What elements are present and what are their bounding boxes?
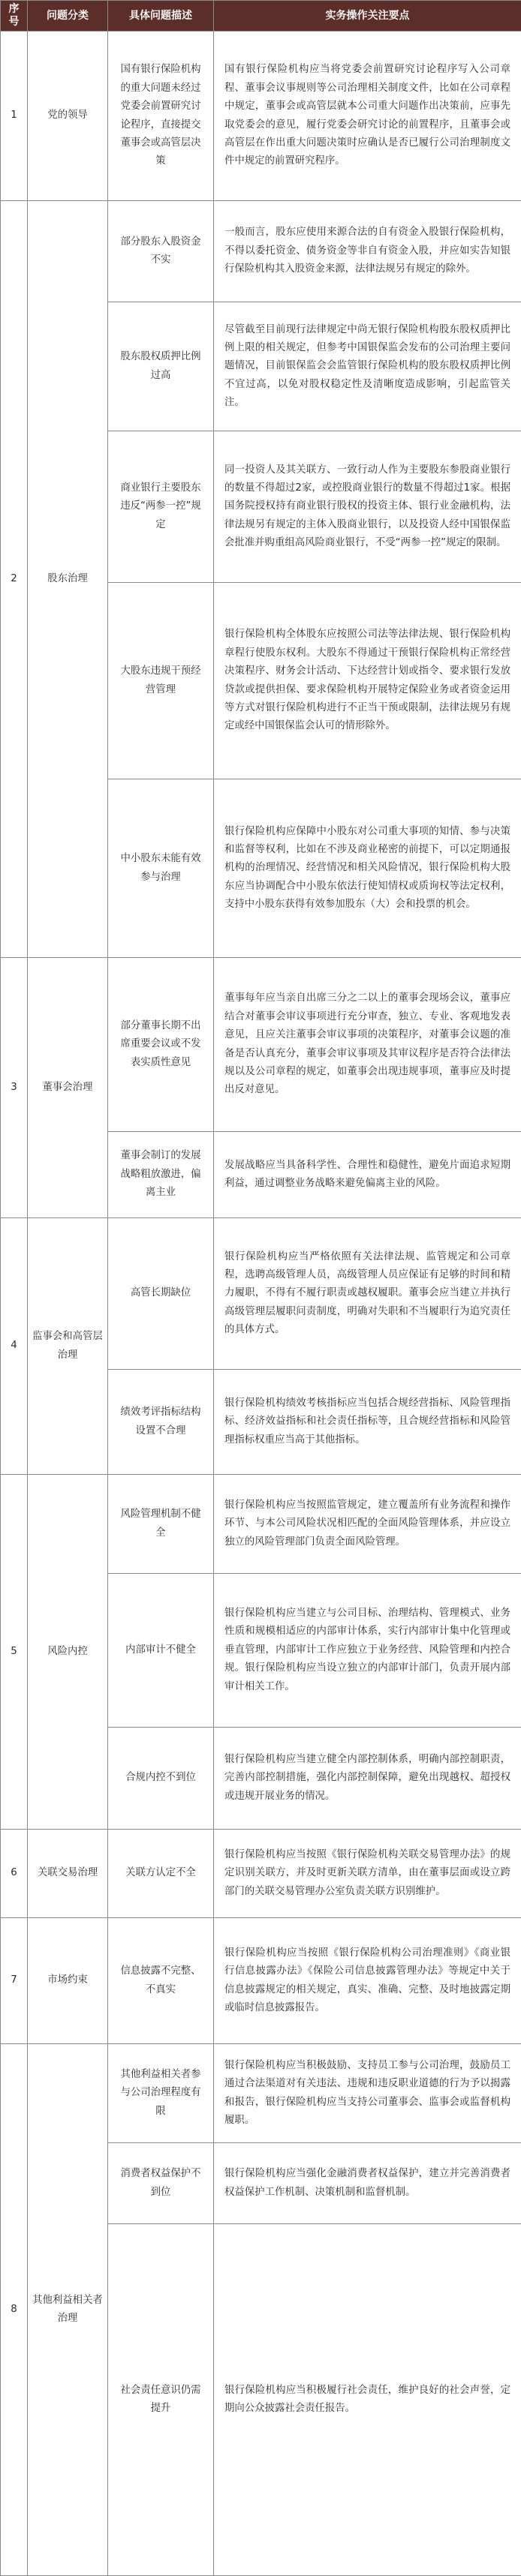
problem-cell: 绩效考评指标结构设置不合理 <box>108 1370 214 1475</box>
group-no: 7 <box>1 1918 28 2044</box>
table-row <box>1 1475 521 1574</box>
table-row <box>1 201 521 302</box>
problem-cell: 关联方认定不全 <box>108 1830 214 1918</box>
problem-cell: 国有银行保险机构的重大问题未经过党委会前置研究讨论程序，直接提交董事会或高管层决策 <box>108 32 214 201</box>
key-point-cell: 银行保险机构全体股东应按照公司法等法律法规、银行保险机构章程行使股东权利。大股东不得通过干预银行保险机构正常经营决策程序、财务会计活动、下达经营计划或指令、要求银行发放贷款或提供担保、要求保险机构开展特定保险业务或者资金运用等方式对银行保险机构进行不正当干预或限制，法律法规另有规定或经中国银保监会认可的情形除外。 <box>214 583 521 779</box>
key-point-cell: 银行保险机构绩效考核指标应当包括合规经营指标、风险管理指标、经济效益指标和社会责任指标等，且合规经营指标和风险管理指标权重应当高于其他指标。 <box>214 1370 521 1475</box>
group-no: 6 <box>1 1830 28 1918</box>
header-key-points: 实务操作关注要点 <box>214 1 521 32</box>
problem-cell: 中小股东未能有效参与治理 <box>108 779 214 958</box>
problem-cell: 高管长期缺位 <box>108 1218 214 1370</box>
group-category: 市场约束 <box>28 1918 108 2044</box>
group-no: 1 <box>1 32 28 201</box>
table-row <box>1 1218 521 1370</box>
group-category: 关联交易治理 <box>28 1830 108 1918</box>
table-row <box>1 32 521 201</box>
problem-cell: 商业银行主要股东违反“两参一控”规定 <box>108 431 214 583</box>
group-no: 5 <box>1 1475 28 1830</box>
group-no: 8 <box>1 2044 28 2576</box>
key-point-cell: 国有银行保险机构应当将党委会前置研究讨论程序写入公司章程、董事会议事规则等公司治理相关制度文件，比如在公司章程中规定，董事会或高管层就本公司重大问题作出决策前，应事先取党委会的意见，履行党委会研究讨论的前置程序，且董事会或高管层在作出重大问题决策时应确认是否已履行公司治理制度文件中规定的前置研究程序。 <box>214 32 521 201</box>
key-point-cell: 尽管截至目前现行法律规定中尚无银行保险机构股东股权质押比例上限的相关规定，但参考中国银保监会发布的公司治理主要问题情况，目前银保监会会监管银行保险机构的股东股权质押比例不宜过高，以免对股权稳定性及清晰度造成影响，引起监管关注。 <box>214 302 521 431</box>
header-problem: 具体问题描述 <box>108 1 214 32</box>
key-point-cell: 银行保险机构应当强化金融消费者权益保护，建立并完善消费者权益保护工作机制、决策机制和监督机制。 <box>214 2143 521 2224</box>
group-no: 2 <box>1 201 28 958</box>
problem-cell: 大股东违规干预经营管理 <box>108 583 214 779</box>
table-row <box>1 1918 521 2044</box>
group-category: 风险内控 <box>28 1475 108 1830</box>
problem-cell: 消费者权益保护不到位 <box>108 2143 214 2224</box>
table-row <box>1 1830 521 1918</box>
table-row <box>1 2044 521 2143</box>
problem-cell: 部分董事长期不出席重要会议或不发表实质性意见 <box>108 958 214 1132</box>
key-point-cell: 发展战略应当具备科学性、合理性和稳健性，避免片面追求短期利益，通过调整业务战略来避免偏离主业的风险。 <box>214 1132 521 1218</box>
group-category: 监事会和高管层治理 <box>28 1218 108 1475</box>
group-category: 党的领导 <box>28 32 108 201</box>
problem-cell: 内部审计不健全 <box>108 1574 214 1728</box>
key-point-cell: 同一投资人及其关联方、一致行动人作为主要股东参股商业银行的数量不得超过2家，或控股商业银行的数量不得超过1家。根据国务院授权持有商业银行股权的投资主体、银行业金融机构，法律法规另有规定的主体入股商业银行，以及投资人经中国银保监会批准并购重组高风险商业银行，不受“两参一控”规定的限制。 <box>214 431 521 583</box>
group-no: 3 <box>1 958 28 1218</box>
key-point-cell: 一般而言，股东应使用来源合法的自有资金入股银行保险机构，不得以委托资金、债务资金等非自有资金入股，并应如实告知银行保险机构其入股资金来源，法律法规另有规定的除外。 <box>214 201 521 302</box>
problem-cell: 董事会制订的发展战略粗放激进，偏离主业 <box>108 1132 214 1218</box>
problem-cell: 其他利益相关者参与公司治理程度有限 <box>108 2044 214 2143</box>
header-category: 问题分类 <box>28 1 108 32</box>
header-no: 序号 <box>1 1 28 32</box>
key-point-cell: 银行保险机构应当积极履行社会责任，维护良好的社会声誉，定期向公众披露社会责任报告。 <box>214 2224 521 2576</box>
key-point-cell: 银行保险机构应保障中小股东对公司重大事项的知情、参与决策和监督等权利，比如在不涉及商业秘密的前提下，可以定期通报机构的治理情况、经营情况和相关风险情况，银行保险机构大股东应当协调配合中小股东依法行使知情权或质询权等法定权利，支持中小股东获得有效参加股东（大）会和投票的机会。 <box>214 779 521 958</box>
key-point-cell: 银行保险机构应当建立健全内部控制体系，明确内部控制职责，完善内部控制措施，强化内部控制保障，避免出现越权、超授权或违规开展业务的情况。 <box>214 1728 521 1830</box>
key-point-cell: 银行保险机构应当建立与公司目标、治理结构、管理模式、业务性质和规模相适应的内部审计体系，实行内部审计集中化管理或垂直管理，内部审计工作应独立于业务经营、风险管理和内控合规。银行保险机构应当设立独立的内部审计部门，负责开展内部审计相关工作。 <box>214 1574 521 1728</box>
key-point-cell: 董事每年应当亲自出席三分之二以上的董事会现场会议，董事应结合对董事会审议事项进行充分审查，独立、专业、客观地发表意见，且应关注董事会审议事项的决策程序，对董事会议题的准备是否认真充分，董事会审议事项及其审议程序是否符合法律法规以及公司章程的规定，如董事会出现违规事项，董事应及时提出反对意见。 <box>214 958 521 1132</box>
group-category: 股东治理 <box>28 201 108 958</box>
group-no: 4 <box>1 1218 28 1475</box>
group-category: 董事会治理 <box>28 958 108 1218</box>
problem-cell: 合规内控不到位 <box>108 1728 214 1830</box>
problem-cell: 信息披露不完整、不真实 <box>108 1918 214 2044</box>
problem-cell: 社会责任意识仍需提升 <box>108 2224 214 2576</box>
key-point-cell: 银行保险机构应当按照《银行保险机构公司治理准则》《商业银行信息披露办法》《保险公司信息披露管理办法》等规定中关于信息披露规定的相关规定，真实、准确、完整、及时地披露定期或临时信息披露报告。 <box>214 1918 521 2044</box>
header-row <box>1 1 521 32</box>
key-point-cell: 银行保险机构应当按照《银行保险机构关联交易管理办法》的规定识别关联方，并及时更新关联方清单，由在董事层面或设立跨部门的关联交易管理办公室负责关联方识别维护。 <box>214 1830 521 1918</box>
group-category: 其他利益相关者治理 <box>28 2044 108 2576</box>
key-point-cell: 银行保险机构应当按照监管规定，建立覆盖所有业务流程和操作环节、与本公司风险状况相匹配的全面风险管理体系，并应设立独立的风险管理部门负责全面风险管理。 <box>214 1475 521 1574</box>
table-row <box>1 958 521 1132</box>
problem-cell: 部分股东入股资金不实 <box>108 201 214 302</box>
key-point-cell: 银行保险机构应当严格依照有关法律法规、监管规定和公司章程，选聘高级管理人员，高级管理人员应保证有足够的时间和精力履职，不得有不履行职责或越权履职。董事会应当建立并执行高级管理层履职问责制度，明确对失职和不当履职行为追究责任的具体方式。 <box>214 1218 521 1370</box>
problem-cell: 股东股权质押比例过高 <box>108 302 214 431</box>
key-point-cell: 银行保险机构应当积极鼓励、支持员工参与公司治理，鼓励员工通过合法渠道对有关违法、违规和违反职业道德的行为予以揭露和报告，银行保险机构应当支持公司董事会、监事会或监督机构履职。 <box>214 2044 521 2143</box>
problem-cell: 风险管理机制不健全 <box>108 1475 214 1574</box>
